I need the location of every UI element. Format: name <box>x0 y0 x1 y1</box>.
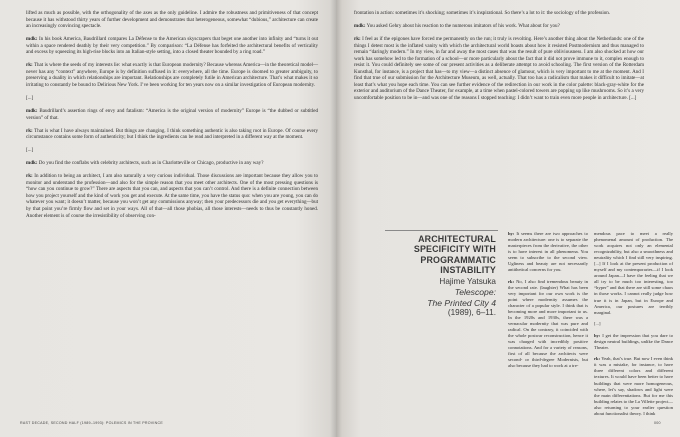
paragraph-text: Do you find the conflabs with celebrity architects, such as in Charlotteville or Chicago, productive in any way? <box>38 160 264 167</box>
paragraph-text: I feel as if the epigones have forced me permanently on the run; it truly is revolting. Here’s another thing about the Netherlands: one of the things I detest most is the inflated vanity with which the architectural world boasts about how it resisted Postmodernism and thus managed to remain “daringly modern.” In my view, in far and away the most cases that was the result of pure obliviousness. I am also shocked at how our work has somehow led to the formation of a school—or more particularly about the fact that it did not prove immune to it, complex enough to resist it. You could definitely see some of our present activities as a deliberate attempt to avoid schooling. The first version of the Rotterdam Kunsthal, for instance, is a project that has—to my view—a distinct absence of glamour, which is very important to me at the moment. And I find that true of our submission for the Architecture Museum, as well, actually. That too has a radicalism that makes it difficult to imitate—at least that’s what you hope each time. You can see further evidence of the redirection in our work in the color palette: black-gray-white for the exterior and auditorium of the Dance Theater, for example, at a time when pastel-colored towers are popping up like mushrooms. So it’s a very uncomfortable position to be in—and was one of the reasons I stopped teaching: I didn’t want to train even more people in architecture. [...] <box>354 36 644 102</box>
paragraph <box>26 95 318 102</box>
paragraph <box>594 356 673 416</box>
paragraph <box>26 128 318 141</box>
paragraph <box>594 321 673 327</box>
speaker-label: rk: <box>26 62 33 69</box>
left-page-body <box>26 10 318 226</box>
article-source-title: The Printed City 4 <box>427 297 496 308</box>
speaker-label: hy: <box>594 332 601 338</box>
paragraph <box>354 10 644 17</box>
paragraph <box>594 231 673 316</box>
paragraph <box>26 108 318 121</box>
interview-column-1 <box>508 231 588 375</box>
article-title-line: SPECIFICITY WITH <box>413 244 496 255</box>
paragraph-text: It seems there are two approaches to modern architecture: one is to separate the masterpieces from the derivative, the other is to have interest in all phenomena. You seem to subscribe to the second view. Ugliness and beauty are not necessarily antithetical concerns for you. <box>508 231 588 273</box>
paragraph <box>26 147 318 154</box>
left-page <box>0 0 336 437</box>
speaker-label: rk: <box>354 36 361 43</box>
right-page-folio: 000 <box>654 421 661 425</box>
left-page-folio: RAST DECADE, SECOND HALF (1989–1993): POLEMICS IN THE PROVINCE <box>20 421 163 425</box>
article-title-line: ARCHITECTURAL <box>418 234 496 244</box>
paragraph <box>354 23 644 30</box>
article-author: Hajime Yatsuka <box>439 277 496 287</box>
right-page-body <box>354 10 644 108</box>
speaker-label: rk: <box>594 356 601 362</box>
article-title-line: INSTABILITY <box>440 264 496 275</box>
paragraph <box>508 231 588 273</box>
paragraph-text: Baudrillard’s assertion rings of envy and fatalism: “America is the original version of modernity” Europe is “the dubbed or subtitled version” of that. <box>26 108 318 121</box>
paragraph <box>26 62 318 88</box>
article-title-block <box>386 234 496 319</box>
paragraph-text: That is where the seeds of my interests lie: what exactly is that European modernity? Because whereas America—in the theoretical model—never has any “context” anywhere, Europe is by definition suffused in it: everywhere, all the time. Europe is doomed to greater ambiguity, to preserving a duality in which relationships are important. Relationships are completely futile in American architecture. That’s what makes it so irritating to constantly be bound to Delirious New York. I’ve been working for ten years now on a similar investigation of European modernity. <box>26 62 319 88</box>
paragraph-text: You asked Gehry about his reaction to the numerous imitators of his work. What about for you? <box>366 23 560 30</box>
interview-column-2 <box>594 231 673 422</box>
paragraph-text: [...] <box>26 94 34 101</box>
speaker-label: rk: <box>26 127 33 134</box>
paragraph <box>26 160 318 167</box>
paragraph <box>26 173 318 219</box>
paragraph-text: In addition to being an architect, I am also naturally a very curious individual. Those discussions are important because they allow you to monitor and understand the profession—and also for the simple reason that you meet other architects. One of the most pressing questions is “how can you continue to grow?” There are aspects that you can, and aspects that you can’t control. And there is a definite connection between how you project yourself and the kind of work you get and execute. At the same time, you have the status quo: when you are young, you can do whatever you want; it doesn’t matter, because you won’t get any commissions anyway; then your predecessors die and you get everything—but by that point you’re firmly flow and set in your ways. All of that—all those phobias, all those interests—needs to thus be constantly honed. Another element is of course the irresistibility of observing con- <box>26 173 318 219</box>
paragraph-text: No, I also find tremendous beauty in the second rate. (laughter) What has been very important for our own work is the point where modernity assumes the character of a popular style. I think that is becoming more and more important to us. In the 1920s and 1930s, there was a vernacular modernity that was pure and radical. On the contrary, it coincided with the whole postwar reconstruction, hence it was charged with incredibly positive connotations. And for a variety of reasons, first of all because the architects were second- or third-degree Modernists, but also because they had to work at a tre- <box>508 278 588 369</box>
paragraph <box>508 279 588 370</box>
speaker-label: hy: <box>508 231 515 236</box>
speaker-label: mdk: <box>26 108 38 115</box>
paragraph-text: Yeah, that’s true. But now I even think it was a mistake, for instance, to have three different colors and different textures. It would have been better to have buildings that were more homogeneous, where, let’s say, shadows and light were the main differentiations. But for me this building relates to the La Villette project—also returning to your earlier question about functionalist theory. I think <box>594 356 673 416</box>
article-source-info: (1989), 6–11. <box>447 308 496 318</box>
speaker-label: mdk: <box>26 160 38 167</box>
paragraph-text: I get the impression that you dare to design neutral buildings, unlike the Dance Theater. <box>594 332 673 350</box>
paragraph <box>594 333 673 351</box>
speaker-label: mdk: <box>354 23 366 30</box>
paragraph-text: frontation in action: sometimes it’s shocking; sometimes it’s inspirational. So there’s a lot to it: the sociology of the profession. <box>354 10 611 16</box>
article-source: Telescope: <box>454 287 496 298</box>
paragraph <box>26 36 318 56</box>
paragraph-text: [...] <box>26 147 34 154</box>
paragraph-text: mendous pace to meet a really phenomenal amount of production. The work acquires not only an elemental recognizability, but also a smoothness and neutrality which I find still very inspiring. [...] If I look at the present production of myself and my contemporaries—if I look around Japan—I have the feeling that we all try to be much too interesting, too “hyper” and that there are still some chaos in those works. I cannot really judge how true it is in Japan, but in Europe and America, our postures are terribly marginal. <box>594 231 673 315</box>
paragraph <box>354 36 644 101</box>
speaker-label: rk: <box>508 278 515 284</box>
paragraph <box>26 10 318 30</box>
article-title-line: PROGRAMMATIC <box>420 254 496 265</box>
paragraph-text: That is what I have always maintained. But things are changing. I think something authentic is also taking root in Europe. Of course every circumstance contains some form of authenticity; but I think the ingredients can be read and interpreted in a different way at the moment. <box>26 127 318 141</box>
paragraph-text: lifted as much as possible, with the orthogonality of the axes as the only guideline. I admire the robustness and primitiveness of that concept because it has withstood thirty years of further development and demonstrates that heterogeneous, somewhat “dubious,” architecture can create an increasingly convincing spectacle. <box>26 10 318 30</box>
speaker-label: mdk: <box>26 36 38 43</box>
title-rule <box>385 230 498 231</box>
paragraph-text: In his book America, Baudrillard compares La Défense to the American skyscrapers that beget one another into infinity and “turns it out within a space rendered deathly by their very competition.” By comparison: “La Défense has forfeited the architectural benefits of verticality and excess by squeezing its high-rise blocks into an Italian-style setting, into a closed theater bounded by a ring road.” <box>26 36 318 56</box>
speaker-label: rk: <box>26 173 33 180</box>
gutter-shadow <box>330 0 342 437</box>
paragraph-text: [...] <box>594 321 601 327</box>
